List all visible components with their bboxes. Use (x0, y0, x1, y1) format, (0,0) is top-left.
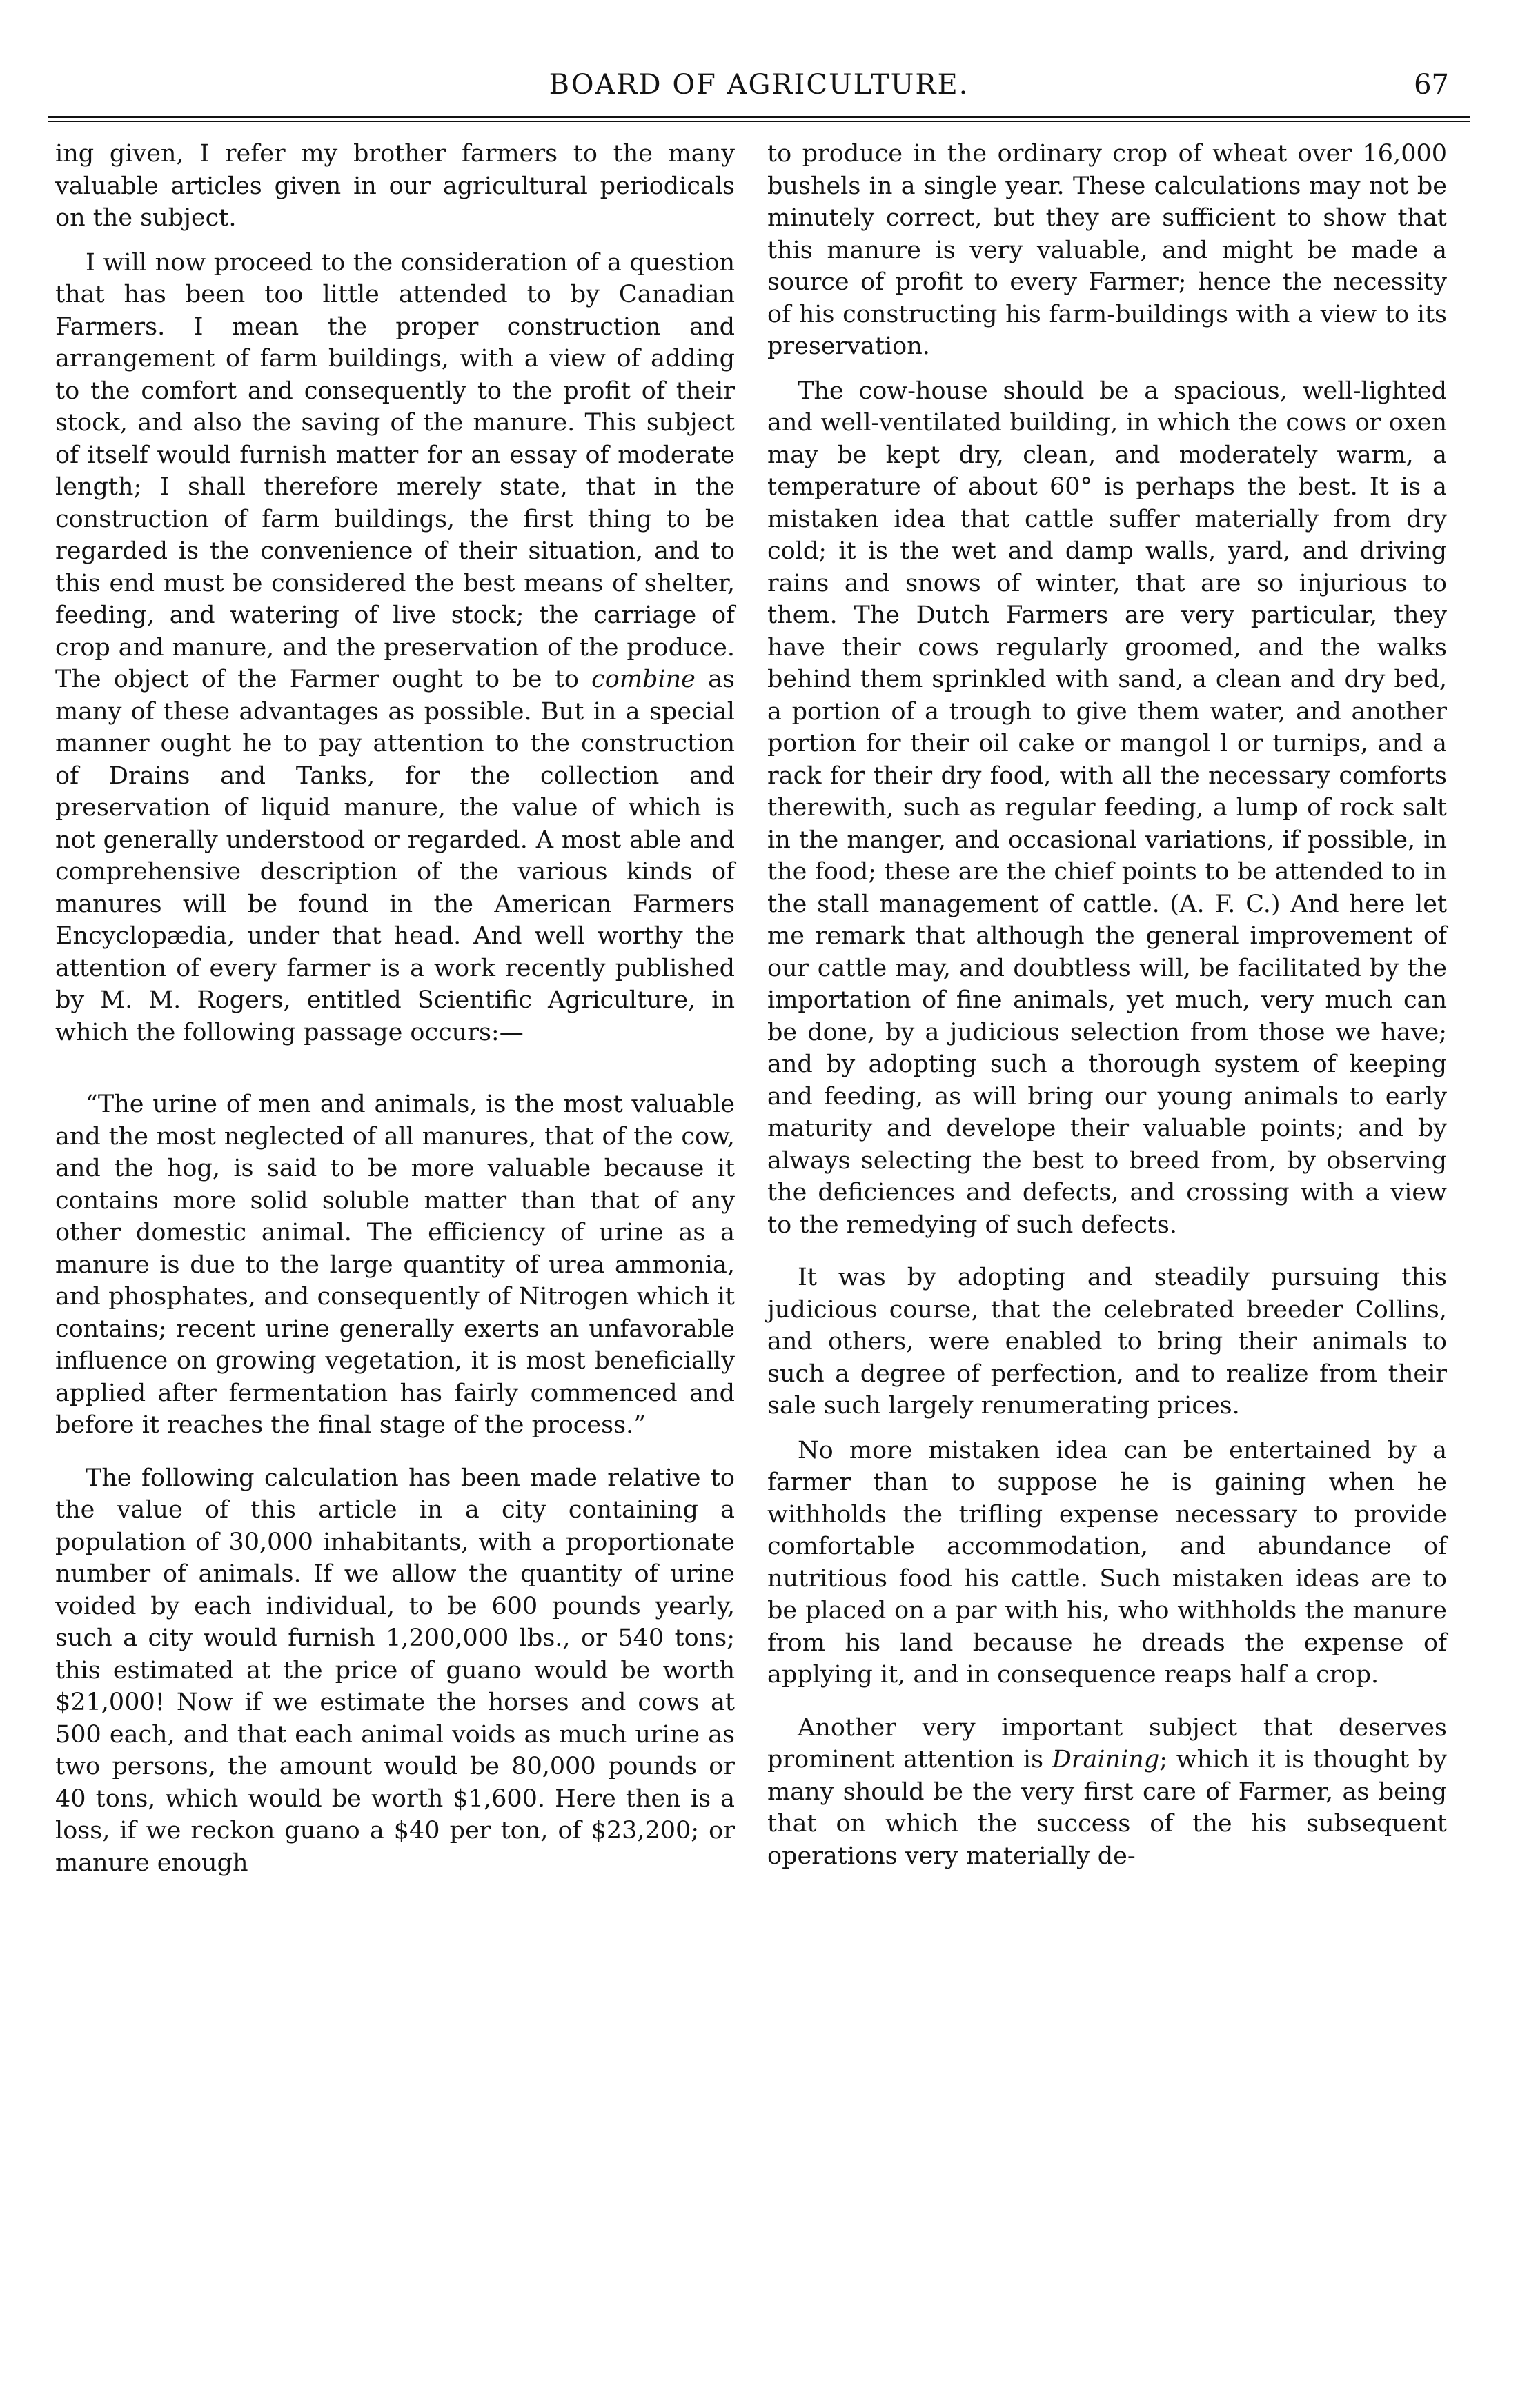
running-title: BOARD OF AGRICULTURE. (549, 69, 969, 101)
emphasis-combine: combine (591, 666, 696, 693)
left-paragraph-2-part-a: I will now proceed to the consideration of a question that has been too little attended to by Canadian Farmers. I mean the proper construction and arrangement of farm buildings, with a view of adding to the comfort and consequently to the profit of their stock, and also the saving of the manure. This subject of itself would furnish matter for an essay of moderate length; I shall therefore merely state, that in the construction of farm buildings, the first thing to be regarded is the convenience of their situation, and to this end must be considered the best means of shelter, feeding, and watering of live stock; the carriage of crop and manure, and the preservation of the produce. The object of the Farmer ought to be to (55, 248, 735, 693)
left-column (55, 138, 735, 1891)
left-paragraph-1: ing given, I refer my brother farmers to the many valuable articles given in our agricultural periodicals on the subject. (55, 140, 735, 232)
right-paragraph-2: The cow-house should be a spacious, well-lighted and well-ventilated building, in which the cows or oxen may be kept dry, clean, and moderately warm, a temperature of about 60° is perhaps the best. It is a mistaken idea that cattle suffer materially from dry cold; it is the wet and damp walls, yard, and driving rains and snows of winter, that are so injurious to them. The Dutch Farmers are very particular, they have their cows regularly groomed, and the walks behind them sprinkled with sand, a clean and dry bed, a portion of a trough to give them water, and another portion for their oil cake or mangol l or turnips, and a rack for their dry food, with all the necessary comforts therewith, such as regular feeding, a lump of rock salt in the manger, and occasional variations, if possible, in the food; these are the chief points to be attended to in the stall management of cattle. (A. F. C.) And here let me remark that although the general improvement of our cattle may, and doubtless will, be facilitated by the importation of fine animals, yet much, very much can be done, by a judicious selection from those we have; and by adopting such a thorough system of keeping and feeding, as will bring our young animals to early maturity and develope their valuable points; and by always selecting the best to breed from, by observing the deficiences and defects, and crossing with a view to the remedying of such defects. (767, 377, 1447, 1239)
right-paragraph-4: No more mistaken idea can be entertained by a farmer than to suppose he is gaining when he withholds the trifling expense necessary to provide comfortable accommodation, and abundance of nutritious food his cattle. Such mistaken ideas are to be placed on a par with his, who withholds the manure from his land because he dreads the expense of applying it, and in consequence reaps half a crop. (767, 1436, 1447, 1689)
right-paragraph-3: It was by adopting and steadily pursuing this judicious course, that the celebrated breeder Collins, and others, were enabled to bring their animals to such a degree of perfection, and to realize from their sale such largely renumerating prices. (767, 1264, 1447, 1420)
header-rule-thick (48, 116, 1470, 118)
page-number: 67 (1414, 69, 1449, 101)
header-rule-thin (48, 121, 1470, 122)
right-paragraph-1: to produce in the ordinary crop of wheat over 16,000 bushels in a single year. These calculations may not be minutely correct, but they are sufficient to show that this manure is very valuable, and might be made a source of profit to every Farmer; hence the necessity of his constructing his farm-buildings with a view to its preservation. (767, 140, 1447, 360)
right-paragraph-5-part-a: Another very important subject that deserves prominent attention is (767, 1713, 1447, 1773)
running-head (48, 69, 1470, 117)
left-paragraph-2-part-b: as many of these advantages as possible. But in a special manner ought he to pay attention to the construction of Drains and Tanks, for the collection and preservation of liquid manure, the value of which is not generally understood or regarded. A most able and comprehensive description of the various kinds of manures will be found in the American Farmers Encyclopædia, under that head. And well worthy the attention of every farmer is a work recently published by M. M. Rogers, entitled Scientific Agriculture, in which the following passage occurs:— (55, 666, 735, 1046)
right-paragraph-5-part-b: ; which it is thought by many should be the very first care of Farmer, as being that on which the success of the his subsequent operations very materially de- (767, 1746, 1447, 1870)
left-paragraph-2 (55, 247, 735, 1049)
left-paragraph-4: The following calculation has been made relative to the value of this article in a city containing a population of 30,000 inhabitants, with a proportionate number of animals. If we allow the quantity of urine voided by each individual, to be 600 pounds yearly, such a city would furnish 1,200,000 lbs., or 540 tons; this estimated at the price of guano would be worth $21,000! Now if we estimate the horses and cows at 500 each, and that each animal voids as much urine as two persons, the amount would be 80,000 pounds or 40 tons, which would be worth $1,600. Here then is a loss, if we reckon guano a $40 per ton, of $23,200; or manure enough (55, 1464, 735, 1877)
right-paragraph-5 (767, 1712, 1447, 1873)
right-column (767, 138, 1447, 1884)
quoted-passage: “The urine of men and animals, is the most valuable and the most neglected of all manures, that of the cow, and the hog, is said to be more valuable because it contains more solid soluble matter than that of any other domestic animal. The efficiency of urine as a manure is due to the large quantity of urea ammonia, and phosphates, and consequently of Nitrogen which it contains; recent urine generally exerts an unfavorable influence on growing vegetation, it is most beneficially applied after fermentation has fairly commenced and before it reaches the final stage of the process.” (55, 1091, 735, 1439)
emphasis-draining: Draining (1052, 1746, 1160, 1773)
